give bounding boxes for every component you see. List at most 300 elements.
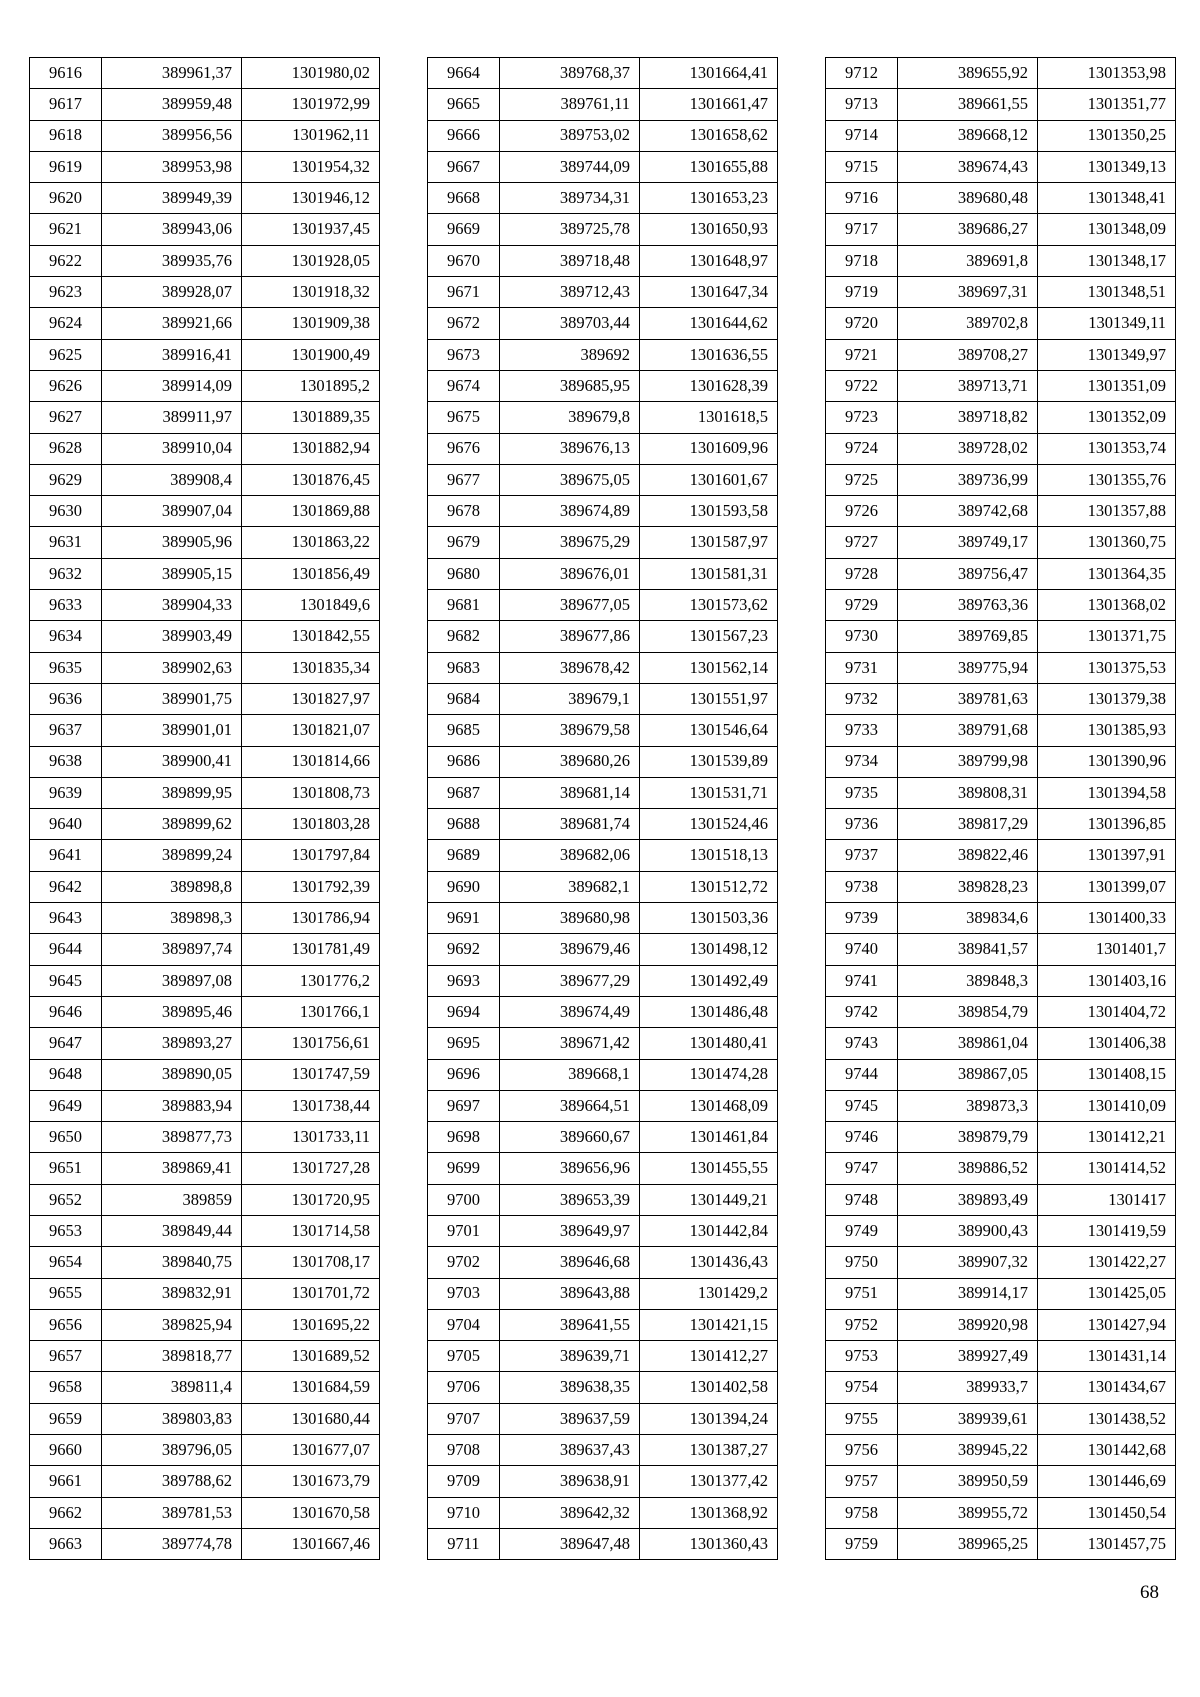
- y-coordinate-cell: 1301349,97: [1038, 339, 1176, 370]
- point-number-cell: 9704: [428, 1309, 500, 1340]
- x-coordinate-cell: 389916,41: [102, 339, 242, 370]
- table-row: [428, 1247, 778, 1278]
- y-coordinate-cell: 1301714,58: [242, 1215, 380, 1246]
- table-row: [428, 214, 778, 245]
- point-number-cell: 9759: [826, 1528, 898, 1559]
- y-coordinate-cell: 1301869,88: [242, 496, 380, 527]
- y-coordinate-cell: 1301618,5: [640, 402, 778, 433]
- point-number-cell: 9662: [30, 1497, 102, 1528]
- y-coordinate-cell: 1301647,34: [640, 277, 778, 308]
- x-coordinate-cell: 389943,06: [102, 214, 242, 245]
- x-coordinate-cell: 389653,39: [500, 1184, 640, 1215]
- table-row: [826, 715, 1176, 746]
- y-coordinate-cell: 1301406,38: [1038, 1028, 1176, 1059]
- point-number-cell: 9733: [826, 715, 898, 746]
- point-number-cell: 9709: [428, 1466, 500, 1497]
- y-coordinate-cell: 1301980,02: [242, 58, 380, 89]
- point-number-cell: 9673: [428, 339, 500, 370]
- x-coordinate-cell: 389939,61: [898, 1403, 1038, 1434]
- point-number-cell: 9631: [30, 527, 102, 558]
- table-row: [826, 746, 1176, 777]
- y-coordinate-cell: 1301436,43: [640, 1247, 778, 1278]
- y-coordinate-cell: 1301756,61: [242, 1028, 380, 1059]
- point-number-cell: 9638: [30, 746, 102, 777]
- table-row: [30, 1341, 380, 1372]
- y-coordinate-cell: 1301889,35: [242, 402, 380, 433]
- x-coordinate-cell: 389920,98: [898, 1309, 1038, 1340]
- y-coordinate-cell: 1301401,7: [1038, 934, 1176, 965]
- y-coordinate-cell: 1301776,2: [242, 965, 380, 996]
- point-number-cell: 9758: [826, 1497, 898, 1528]
- y-coordinate-cell: 1301377,42: [640, 1466, 778, 1497]
- x-coordinate-cell: 389803,83: [102, 1403, 242, 1434]
- x-coordinate-cell: 389935,76: [102, 245, 242, 276]
- y-coordinate-cell: 1301518,13: [640, 840, 778, 871]
- table-row: [826, 433, 1176, 464]
- point-number-cell: 9708: [428, 1435, 500, 1466]
- x-coordinate-cell: 389879,79: [898, 1122, 1038, 1153]
- table-row: [30, 1403, 380, 1434]
- y-coordinate-cell: 1301792,39: [242, 871, 380, 902]
- point-number-cell: 9696: [428, 1059, 500, 1090]
- y-coordinate-cell: 1301387,27: [640, 1435, 778, 1466]
- table-row: [826, 1059, 1176, 1090]
- point-number-cell: 9689: [428, 840, 500, 871]
- x-coordinate-cell: 389736,99: [898, 464, 1038, 495]
- x-coordinate-cell: 389692: [500, 339, 640, 370]
- y-coordinate-cell: 1301644,62: [640, 308, 778, 339]
- point-number-cell: 9660: [30, 1435, 102, 1466]
- x-coordinate-cell: 389914,09: [102, 370, 242, 401]
- point-number-cell: 9688: [428, 809, 500, 840]
- y-coordinate-cell: 1301733,11: [242, 1122, 380, 1153]
- table-row: [30, 996, 380, 1027]
- point-number-cell: 9620: [30, 183, 102, 214]
- y-coordinate-cell: 1301849,6: [242, 590, 380, 621]
- table-row: [826, 1341, 1176, 1372]
- table-row: [428, 1059, 778, 1090]
- y-coordinate-cell: 1301766,1: [242, 996, 380, 1027]
- x-coordinate-cell: 389808,31: [898, 777, 1038, 808]
- y-coordinate-cell: 1301417: [1038, 1184, 1176, 1215]
- point-number-cell: 9659: [30, 1403, 102, 1434]
- point-number-cell: 9669: [428, 214, 500, 245]
- point-number-cell: 9684: [428, 683, 500, 714]
- x-coordinate-cell: 389713,71: [898, 370, 1038, 401]
- y-coordinate-cell: 1301581,31: [640, 558, 778, 589]
- y-coordinate-cell: 1301954,32: [242, 151, 380, 182]
- table-row: [30, 1528, 380, 1559]
- y-coordinate-cell: 1301856,49: [242, 558, 380, 589]
- x-coordinate-cell: 389679,8: [500, 402, 640, 433]
- point-number-cell: 9738: [826, 871, 898, 902]
- table-row: [826, 683, 1176, 714]
- x-coordinate-cell: 389841,57: [898, 934, 1038, 965]
- point-number-cell: 9712: [826, 58, 898, 89]
- x-coordinate-cell: 389679,1: [500, 683, 640, 714]
- table-row: [826, 183, 1176, 214]
- table-row: [30, 652, 380, 683]
- table-row: [30, 683, 380, 714]
- point-number-cell: 9735: [826, 777, 898, 808]
- x-coordinate-cell: 389681,14: [500, 777, 640, 808]
- point-number-cell: 9634: [30, 621, 102, 652]
- y-coordinate-cell: 1301524,46: [640, 809, 778, 840]
- y-coordinate-cell: 1301394,24: [640, 1403, 778, 1434]
- point-number-cell: 9706: [428, 1372, 500, 1403]
- y-coordinate-cell: 1301587,97: [640, 527, 778, 558]
- x-coordinate-cell: 389893,49: [898, 1184, 1038, 1215]
- point-number-cell: 9644: [30, 934, 102, 965]
- table-row: [826, 151, 1176, 182]
- table-row: [428, 277, 778, 308]
- table-row: [30, 809, 380, 840]
- point-number-cell: 9711: [428, 1528, 500, 1559]
- table-row: [428, 965, 778, 996]
- table-row: [30, 370, 380, 401]
- y-coordinate-cell: 1301397,91: [1038, 840, 1176, 871]
- x-coordinate-cell: 389799,98: [898, 746, 1038, 777]
- table-row: [428, 433, 778, 464]
- x-coordinate-cell: 389886,52: [898, 1153, 1038, 1184]
- y-coordinate-cell: 1301348,51: [1038, 277, 1176, 308]
- point-number-cell: 9749: [826, 1215, 898, 1246]
- x-coordinate-cell: 389681,74: [500, 809, 640, 840]
- table-row: [30, 1153, 380, 1184]
- x-coordinate-cell: 389664,51: [500, 1090, 640, 1121]
- table-row: [428, 1341, 778, 1372]
- point-number-cell: 9655: [30, 1278, 102, 1309]
- y-coordinate-cell: 1301461,84: [640, 1122, 778, 1153]
- x-coordinate-cell: 389781,53: [102, 1497, 242, 1528]
- y-coordinate-cell: 1301667,46: [242, 1528, 380, 1559]
- point-number-cell: 9617: [30, 89, 102, 120]
- point-number-cell: 9727: [826, 527, 898, 558]
- y-coordinate-cell: 1301474,28: [640, 1059, 778, 1090]
- coordinates-table-1: [29, 57, 380, 1560]
- point-number-cell: 9699: [428, 1153, 500, 1184]
- x-coordinate-cell: 389928,07: [102, 277, 242, 308]
- x-coordinate-cell: 389639,71: [500, 1341, 640, 1372]
- point-number-cell: 9693: [428, 965, 500, 996]
- point-number-cell: 9643: [30, 903, 102, 934]
- table-row: [826, 370, 1176, 401]
- point-number-cell: 9658: [30, 1372, 102, 1403]
- table-row: [428, 496, 778, 527]
- table-row: [826, 1466, 1176, 1497]
- point-number-cell: 9650: [30, 1122, 102, 1153]
- table-row: [428, 1497, 778, 1528]
- x-coordinate-cell: 389685,95: [500, 370, 640, 401]
- table-row: [826, 277, 1176, 308]
- y-coordinate-cell: 1301486,48: [640, 996, 778, 1027]
- y-coordinate-cell: 1301972,99: [242, 89, 380, 120]
- x-coordinate-cell: 389680,48: [898, 183, 1038, 214]
- y-coordinate-cell: 1301480,41: [640, 1028, 778, 1059]
- point-number-cell: 9732: [826, 683, 898, 714]
- table-row: [30, 496, 380, 527]
- y-coordinate-cell: 1301408,15: [1038, 1059, 1176, 1090]
- y-coordinate-cell: 1301364,35: [1038, 558, 1176, 589]
- y-coordinate-cell: 1301442,84: [640, 1215, 778, 1246]
- table-row: [30, 1435, 380, 1466]
- point-number-cell: 9743: [826, 1028, 898, 1059]
- table-row: [428, 934, 778, 965]
- table-row: [826, 1184, 1176, 1215]
- table-row: [30, 120, 380, 151]
- y-coordinate-cell: 1301814,66: [242, 746, 380, 777]
- table-row: [826, 777, 1176, 808]
- table-row: [30, 1090, 380, 1121]
- x-coordinate-cell: 389867,05: [898, 1059, 1038, 1090]
- table-row: [428, 89, 778, 120]
- point-number-cell: 9618: [30, 120, 102, 151]
- y-coordinate-cell: 1301946,12: [242, 183, 380, 214]
- point-number-cell: 9744: [826, 1059, 898, 1090]
- point-number-cell: 9646: [30, 996, 102, 1027]
- x-coordinate-cell: 389945,22: [898, 1435, 1038, 1466]
- y-coordinate-cell: 1301425,05: [1038, 1278, 1176, 1309]
- table-row: [826, 464, 1176, 495]
- y-coordinate-cell: 1301414,52: [1038, 1153, 1176, 1184]
- point-number-cell: 9714: [826, 120, 898, 151]
- x-coordinate-cell: 389682,06: [500, 840, 640, 871]
- x-coordinate-cell: 389682,1: [500, 871, 640, 902]
- y-coordinate-cell: 1301360,43: [640, 1528, 778, 1559]
- x-coordinate-cell: 389702,8: [898, 308, 1038, 339]
- point-number-cell: 9674: [428, 370, 500, 401]
- table-row: [30, 433, 380, 464]
- x-coordinate-cell: 389763,36: [898, 590, 1038, 621]
- y-coordinate-cell: 1301353,74: [1038, 433, 1176, 464]
- x-coordinate-cell: 389680,26: [500, 746, 640, 777]
- y-coordinate-cell: 1301375,53: [1038, 652, 1176, 683]
- point-number-cell: 9642: [30, 871, 102, 902]
- x-coordinate-cell: 389775,94: [898, 652, 1038, 683]
- x-coordinate-cell: 389712,43: [500, 277, 640, 308]
- point-number-cell: 9628: [30, 433, 102, 464]
- x-coordinate-cell: 389749,17: [898, 527, 1038, 558]
- x-coordinate-cell: 389905,15: [102, 558, 242, 589]
- y-coordinate-cell: 1301900,49: [242, 339, 380, 370]
- point-number-cell: 9722: [826, 370, 898, 401]
- y-coordinate-cell: 1301876,45: [242, 464, 380, 495]
- table-row: [826, 1247, 1176, 1278]
- point-number-cell: 9672: [428, 308, 500, 339]
- table-row: [428, 1184, 778, 1215]
- x-coordinate-cell: 389907,32: [898, 1247, 1038, 1278]
- y-coordinate-cell: 1301803,28: [242, 809, 380, 840]
- x-coordinate-cell: 389895,46: [102, 996, 242, 1027]
- point-number-cell: 9686: [428, 746, 500, 777]
- x-coordinate-cell: 389901,75: [102, 683, 242, 714]
- table-row: [428, 370, 778, 401]
- table-row: [30, 965, 380, 996]
- table-row: [428, 1215, 778, 1246]
- x-coordinate-cell: 389901,01: [102, 715, 242, 746]
- x-coordinate-cell: 389791,68: [898, 715, 1038, 746]
- point-number-cell: 9742: [826, 996, 898, 1027]
- x-coordinate-cell: 389718,82: [898, 402, 1038, 433]
- table-row: [826, 527, 1176, 558]
- table-row: [826, 1153, 1176, 1184]
- table-row: [30, 1309, 380, 1340]
- y-coordinate-cell: 1301348,17: [1038, 245, 1176, 276]
- x-coordinate-cell: 389927,49: [898, 1341, 1038, 1372]
- table-row: [30, 1122, 380, 1153]
- x-coordinate-cell: 389647,48: [500, 1528, 640, 1559]
- x-coordinate-cell: 389679,46: [500, 934, 640, 965]
- y-coordinate-cell: 1301442,68: [1038, 1435, 1176, 1466]
- point-number-cell: 9694: [428, 996, 500, 1027]
- table-row: [826, 840, 1176, 871]
- x-coordinate-cell: 389675,29: [500, 527, 640, 558]
- point-number-cell: 9748: [826, 1184, 898, 1215]
- point-number-cell: 9677: [428, 464, 500, 495]
- table-row: [428, 1403, 778, 1434]
- y-coordinate-cell: 1301650,93: [640, 214, 778, 245]
- point-number-cell: 9705: [428, 1341, 500, 1372]
- y-coordinate-cell: 1301403,16: [1038, 965, 1176, 996]
- point-number-cell: 9734: [826, 746, 898, 777]
- x-coordinate-cell: 389905,96: [102, 527, 242, 558]
- table-row: [30, 840, 380, 871]
- y-coordinate-cell: 1301503,36: [640, 903, 778, 934]
- point-number-cell: 9747: [826, 1153, 898, 1184]
- y-coordinate-cell: 1301684,59: [242, 1372, 380, 1403]
- point-number-cell: 9681: [428, 590, 500, 621]
- table-row: [826, 1403, 1176, 1434]
- table-row: [30, 746, 380, 777]
- point-number-cell: 9647: [30, 1028, 102, 1059]
- point-number-cell: 9692: [428, 934, 500, 965]
- x-coordinate-cell: 389955,72: [898, 1497, 1038, 1528]
- x-coordinate-cell: 389953,98: [102, 151, 242, 182]
- table-row: [30, 558, 380, 589]
- y-coordinate-cell: 1301573,62: [640, 590, 778, 621]
- x-coordinate-cell: 389677,29: [500, 965, 640, 996]
- point-number-cell: 9670: [428, 245, 500, 276]
- y-coordinate-cell: 1301567,23: [640, 621, 778, 652]
- y-coordinate-cell: 1301670,58: [242, 1497, 380, 1528]
- table-row: [30, 464, 380, 495]
- x-coordinate-cell: 389965,25: [898, 1528, 1038, 1559]
- table-row: [826, 245, 1176, 276]
- point-number-cell: 9726: [826, 496, 898, 527]
- x-coordinate-cell: 389900,41: [102, 746, 242, 777]
- y-coordinate-cell: 1301457,75: [1038, 1528, 1176, 1559]
- point-number-cell: 9751: [826, 1278, 898, 1309]
- point-number-cell: 9679: [428, 527, 500, 558]
- x-coordinate-cell: 389660,67: [500, 1122, 640, 1153]
- y-coordinate-cell: 1301551,97: [640, 683, 778, 714]
- y-coordinate-cell: 1301450,54: [1038, 1497, 1176, 1528]
- point-number-cell: 9668: [428, 183, 500, 214]
- y-coordinate-cell: 1301962,11: [242, 120, 380, 151]
- table-row: [30, 1466, 380, 1497]
- x-coordinate-cell: 389642,32: [500, 1497, 640, 1528]
- table-row: [428, 777, 778, 808]
- x-coordinate-cell: 389848,3: [898, 965, 1038, 996]
- y-coordinate-cell: 1301348,41: [1038, 183, 1176, 214]
- table-row: [30, 151, 380, 182]
- y-coordinate-cell: 1301400,33: [1038, 903, 1176, 934]
- x-coordinate-cell: 389686,27: [898, 214, 1038, 245]
- y-coordinate-cell: 1301429,2: [640, 1278, 778, 1309]
- x-coordinate-cell: 389734,31: [500, 183, 640, 214]
- point-number-cell: 9697: [428, 1090, 500, 1121]
- point-number-cell: 9623: [30, 277, 102, 308]
- x-coordinate-cell: 389637,59: [500, 1403, 640, 1434]
- x-coordinate-cell: 389638,35: [500, 1372, 640, 1403]
- point-number-cell: 9707: [428, 1403, 500, 1434]
- table-row: [30, 1028, 380, 1059]
- x-coordinate-cell: 389956,56: [102, 120, 242, 151]
- table-row: [826, 809, 1176, 840]
- y-coordinate-cell: 1301609,96: [640, 433, 778, 464]
- y-coordinate-cell: 1301431,14: [1038, 1341, 1176, 1372]
- x-coordinate-cell: 389774,78: [102, 1528, 242, 1559]
- point-number-cell: 9682: [428, 621, 500, 652]
- table-row: [826, 214, 1176, 245]
- table-row: [428, 308, 778, 339]
- point-number-cell: 9661: [30, 1466, 102, 1497]
- point-number-cell: 9716: [826, 183, 898, 214]
- x-coordinate-cell: 389769,85: [898, 621, 1038, 652]
- y-coordinate-cell: 1301349,11: [1038, 308, 1176, 339]
- x-coordinate-cell: 389834,6: [898, 903, 1038, 934]
- point-number-cell: 9739: [826, 903, 898, 934]
- table-row: [826, 1215, 1176, 1246]
- y-coordinate-cell: 1301909,38: [242, 308, 380, 339]
- x-coordinate-cell: 389674,49: [500, 996, 640, 1027]
- table-row: [30, 715, 380, 746]
- table-row: [428, 151, 778, 182]
- y-coordinate-cell: 1301348,09: [1038, 214, 1176, 245]
- x-coordinate-cell: 389902,63: [102, 652, 242, 683]
- table-row: [428, 527, 778, 558]
- table-row: [826, 934, 1176, 965]
- point-number-cell: 9757: [826, 1466, 898, 1497]
- table-row: [428, 903, 778, 934]
- table-row: [826, 871, 1176, 902]
- x-coordinate-cell: 389849,44: [102, 1215, 242, 1246]
- y-coordinate-cell: 1301928,05: [242, 245, 380, 276]
- y-coordinate-cell: 1301562,14: [640, 652, 778, 683]
- x-coordinate-cell: 389911,97: [102, 402, 242, 433]
- y-coordinate-cell: 1301427,94: [1038, 1309, 1176, 1340]
- point-number-cell: 9649: [30, 1090, 102, 1121]
- table-row: [30, 1184, 380, 1215]
- x-coordinate-cell: 389718,48: [500, 245, 640, 276]
- y-coordinate-cell: 1301689,52: [242, 1341, 380, 1372]
- table-row: [428, 1028, 778, 1059]
- point-number-cell: 9667: [428, 151, 500, 182]
- table-row: [30, 903, 380, 934]
- y-coordinate-cell: 1301797,84: [242, 840, 380, 871]
- point-number-cell: 9678: [428, 496, 500, 527]
- point-number-cell: 9656: [30, 1309, 102, 1340]
- y-coordinate-cell: 1301747,59: [242, 1059, 380, 1090]
- y-coordinate-cell: 1301455,55: [640, 1153, 778, 1184]
- point-number-cell: 9635: [30, 652, 102, 683]
- y-coordinate-cell: 1301937,45: [242, 214, 380, 245]
- table-row: [30, 1059, 380, 1090]
- point-number-cell: 9729: [826, 590, 898, 621]
- table-row: [428, 871, 778, 902]
- table-row: [30, 1247, 380, 1278]
- y-coordinate-cell: 1301410,09: [1038, 1090, 1176, 1121]
